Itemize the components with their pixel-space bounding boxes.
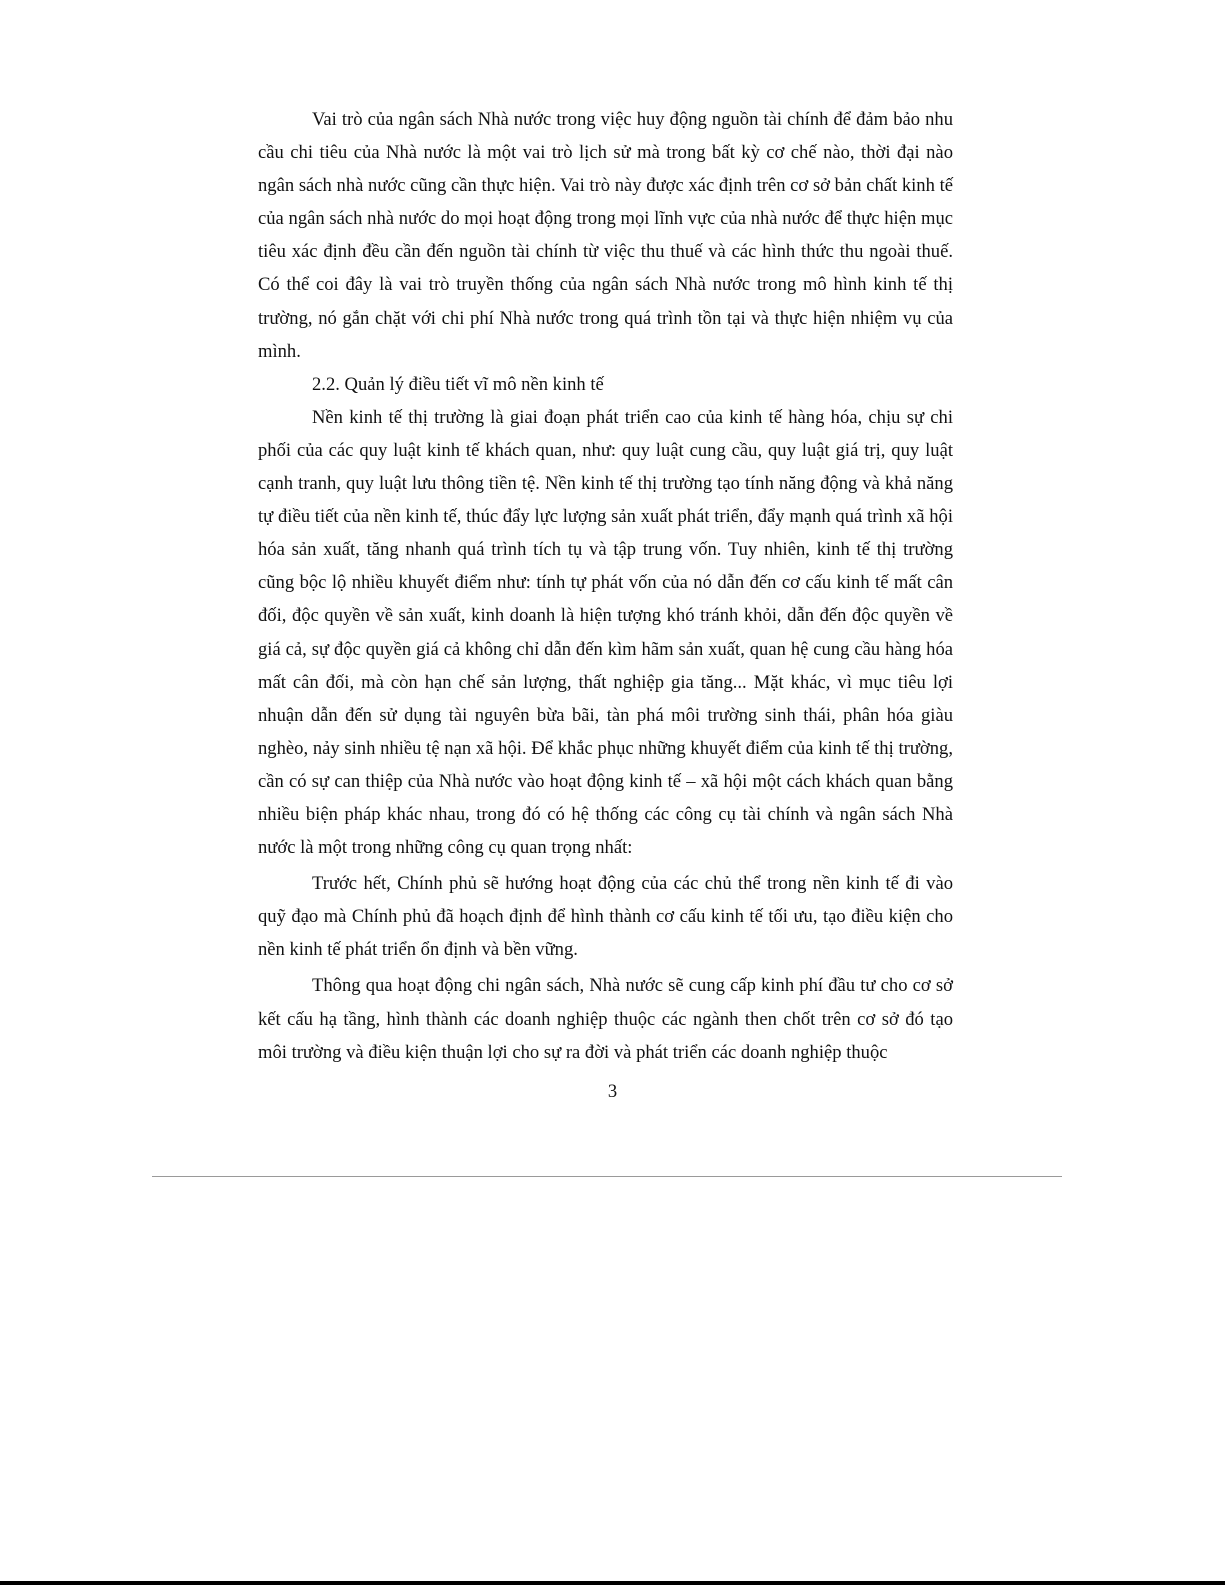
section-heading-2-2: 2.2. Quản lý điều tiết vĩ mô nền kinh tế bbox=[312, 373, 604, 395]
paragraph-government-direction: Trước hết, Chính phủ sẽ hướng hoạt động của các chủ thể trong nền kinh tế đi vào quỹ đạo mà Chính phủ đã hoạch định để hình thành cơ cấu kinh tế tối ưu, tạo điều kiện cho nền kinh tế phát triển ổn định và bền vững. bbox=[258, 873, 953, 961]
page-separator bbox=[152, 1176, 1062, 1177]
document-body bbox=[258, 103, 953, 1069]
page-number: 3 bbox=[607, 1081, 618, 1102]
paragraph-budget-spending: Thông qua hoạt động chi ngân sách, Nhà nước sẽ cung cấp kinh phí đầu tư cho cơ sở kết cấu hạ tầng, hình thành các doanh nghiệp thuộc các ngành then chốt trên cơ sở đó tạo môi trường và điều kiện thuận lợi cho sự ra đời và phát triển các doanh nghiệp thuộc bbox=[258, 975, 953, 1063]
paragraph-budget-role: Vai trò của ngân sách Nhà nước trong việc huy động nguồn tài chính để đảm bảo nhu cầu chi tiêu của Nhà nước là một vai trò lịch sử mà trong bất kỳ cơ chế nào, thời đại nào ngân sách nhà nước cũng cần thực hiện. Vai trò này được xác định trên cơ sở bản chất kinh tế của ngân sách nhà nước do mọi hoạt động trong mọi lĩnh vực của nhà nước để thực hiện mục tiêu xác định đều cần đến nguồn tài chính từ việc thu thuế và các hình thức thu ngoài thuế. Có thể coi đây là vai trò truyền thống của ngân sách Nhà nước trong mô hình kinh tế thị trường, nó gắn chặt với chi phí Nhà nước trong quá trình tồn tại và thực hiện nhiệm vụ của mình. bbox=[258, 109, 953, 362]
bottom-edge-bar bbox=[0, 1581, 1225, 1585]
paragraph-market-economy: Nền kinh tế thị trường là giai đoạn phát triển cao của kinh tế hàng hóa, chịu sự chi phối của các quy luật kinh tế khách quan, như: quy luật cung cầu, quy luật giá trị, quy luật cạnh tranh, quy luật lưu thông tiền tệ. Nền kinh tế thị trường tạo tính năng động và khả năng tự điều tiết của nền kinh tế, thúc đẩy lực lượng sản xuất phát triển, đẩy mạnh quá trình xã hội hóa sản xuất, tăng nhanh quá trình tích tụ và tập trung vốn. Tuy nhiên, kinh tế thị trường cũng bộc lộ nhiều khuyết điểm như: tính tự phát vốn của nó dẫn đến cơ cấu kinh tế mất cân đối, độc quyền về sản xuất, kinh doanh là hiện tượng khó tránh khỏi, dẫn đến độc quyền về giá cả, sự độc quyền giá cả không chỉ dẫn đến kìm hãm sản xuất, quan hệ cung cầu hàng hóa mất cân đối, mà còn hạn chế sản lượng, thất nghiệp gia tăng... Mặt khác, vì mục tiêu lợi nhuận dẫn đến sử dụng tài nguyên bừa bãi, tàn phá môi trường sinh thái, phân hóa giàu nghèo, nảy sinh nhiều tệ nạn xã hội. Để khắc phục những khuyết điểm của kinh tế thị trường, cần có sự can thiệp của Nhà nước vào hoạt động kinh tế – xã hội một cách khách quan bằng nhiều biện pháp khác nhau, trong đó có hệ thống các công cụ tài chính và ngân sách Nhà nước là một trong những công cụ quan trọng nhất: bbox=[258, 406, 953, 859]
